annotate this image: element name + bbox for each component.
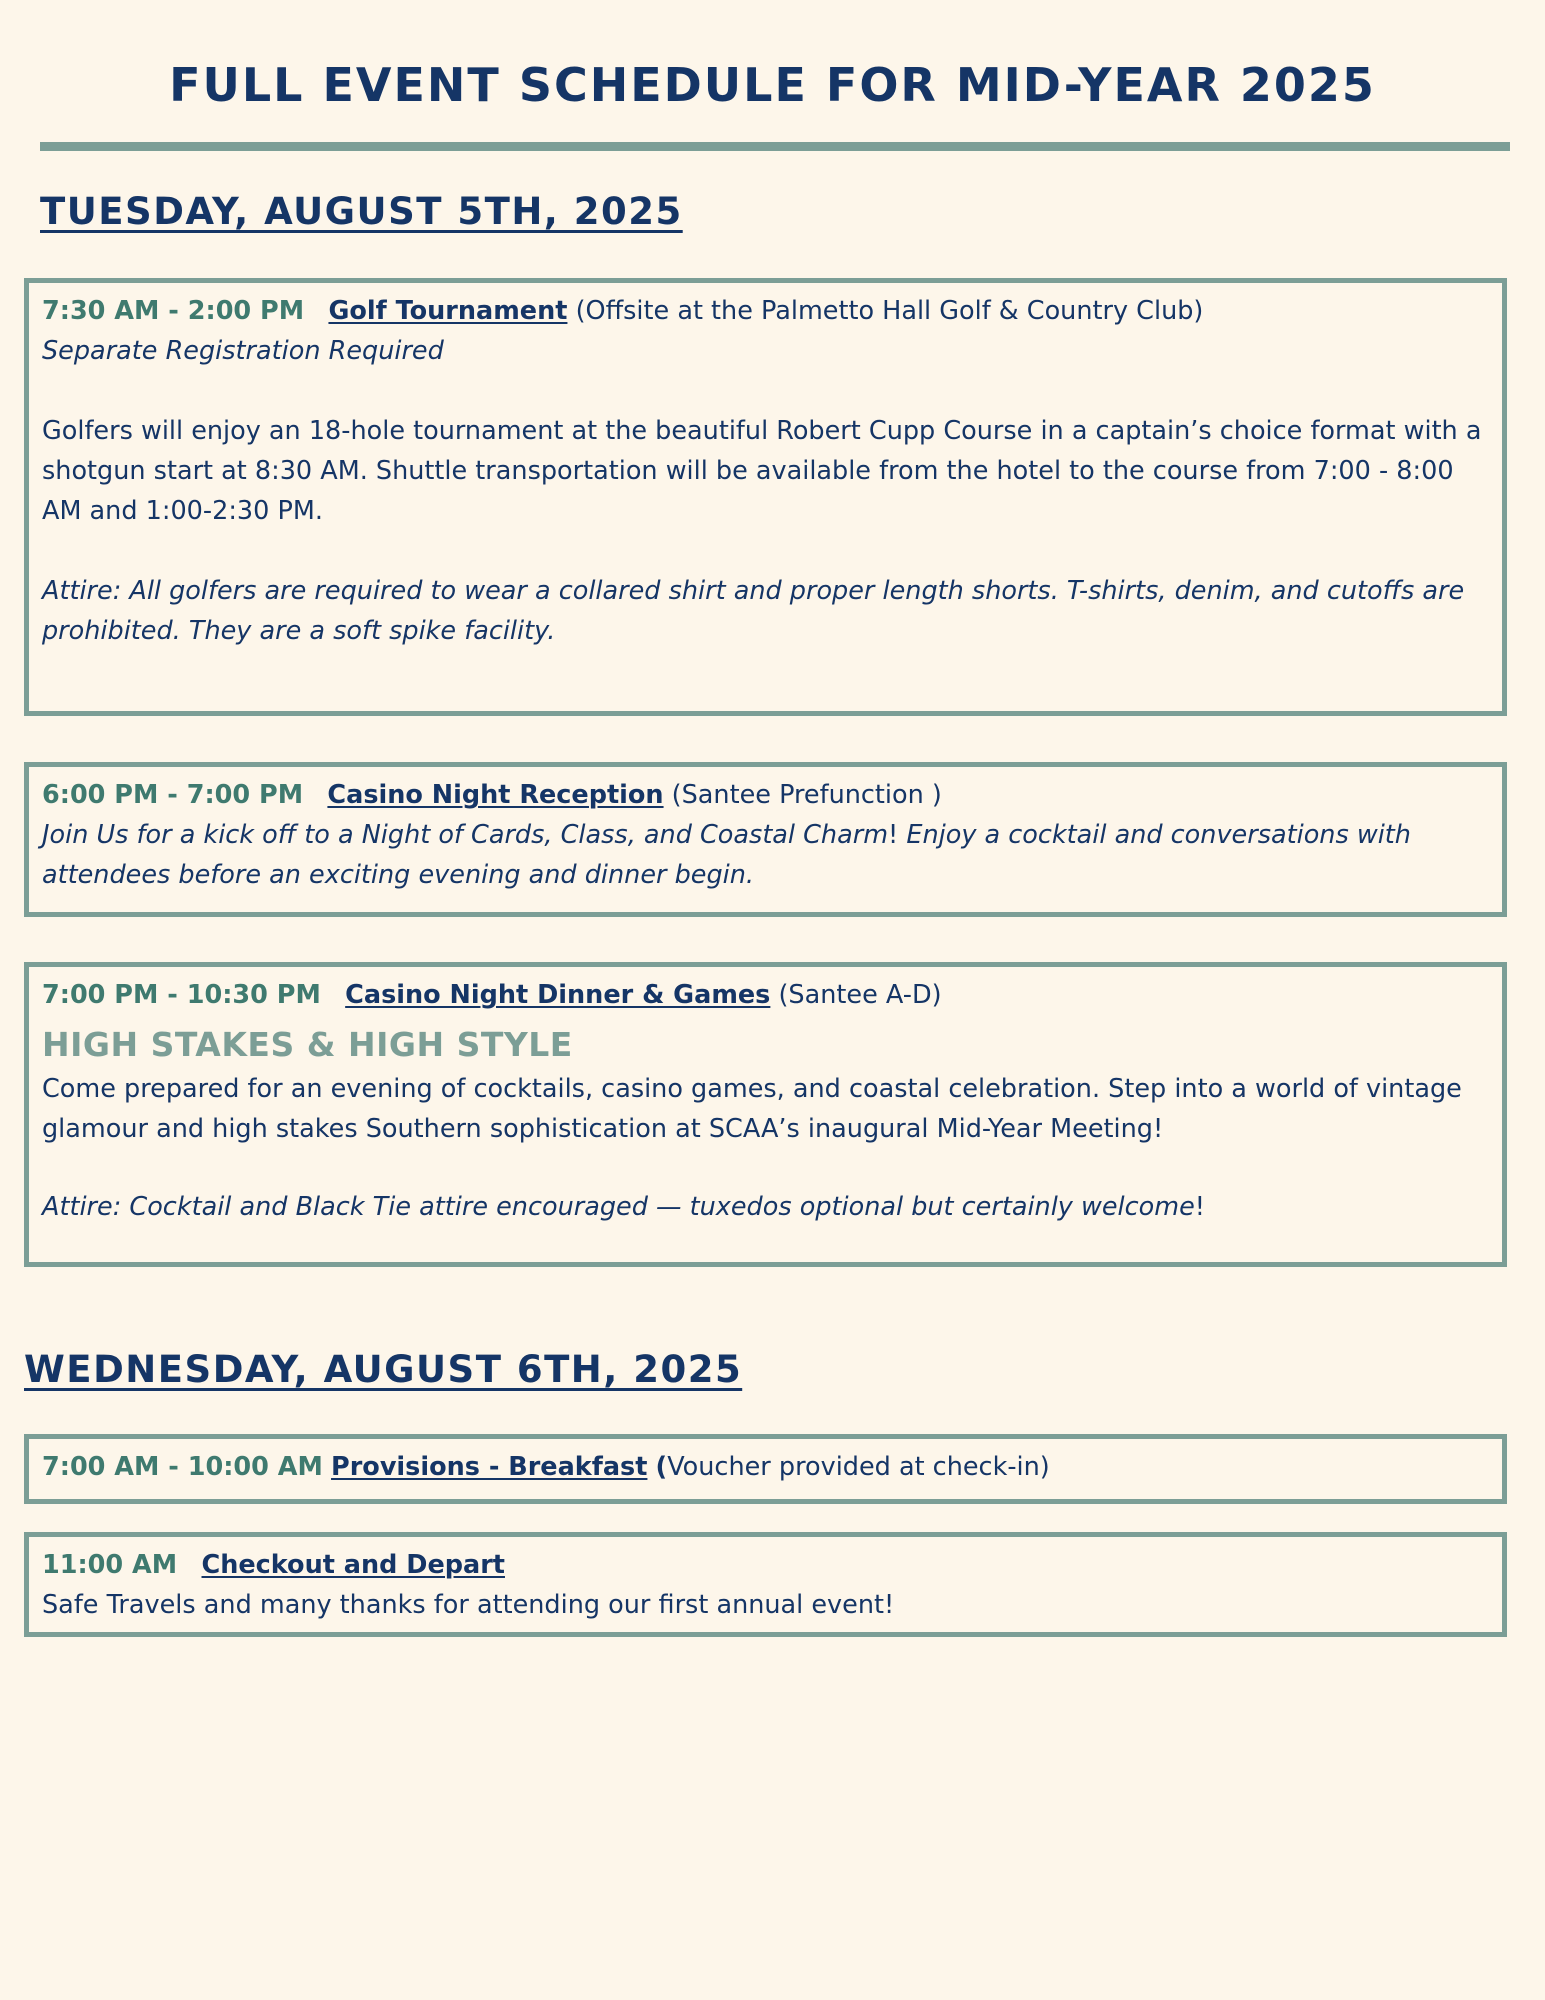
event-name: Casino Night Reception	[327, 780, 664, 810]
event-golf-tournament	[24, 278, 1507, 716]
event-time: 7:30 AM - 2:00 PM	[42, 296, 305, 326]
event-location-open: (	[655, 1452, 668, 1482]
title-divider	[40, 142, 1510, 151]
event-subheading: HIGH STAKES & HIGH STYLE	[42, 1025, 573, 1064]
event-name: Checkout and Depart	[201, 1550, 505, 1580]
event-description: Safe Travels and many thanks for attending our first annual event!	[42, 1590, 895, 1620]
event-location: (Santee Prefunction )	[671, 780, 942, 810]
event-breakfast	[24, 1434, 1507, 1504]
page-title: FULL EVENT SCHEDULE FOR MID-YEAR 2025	[169, 58, 1376, 112]
event-attire: Attire: All golfers are required to wear a collared shirt and proper length shorts. T-shirts, denim, and cutoffs are prohibited. They are a soft spike facility.	[42, 576, 1465, 646]
event-location: (Offsite at the Palmetto Hall Golf & Country Club)	[575, 296, 1204, 326]
event-time: 11:00 AM	[42, 1550, 178, 1580]
event-description: Join Us for a kick off to a Night of Cards, Class, and Coastal Charm	[42, 820, 889, 850]
event-description: Come prepared for an evening of cocktails, casino games, and coastal celebration. Step into a world of vintage glamour and high stakes Southern sophistication at SCAA’s inaugural Mid-Year Meeting!	[42, 1074, 1462, 1144]
event-time: 7:00 AM - 10:00 AM	[42, 1452, 323, 1482]
event-name: Casino Night Dinner & Games	[345, 980, 771, 1010]
event-time: 6:00 PM - 7:00 PM	[42, 780, 304, 810]
event-description-2: Enjoy a cocktail and conversations with attendees before an exciting evening and dinner begin.	[42, 820, 1411, 890]
event-casino-reception	[24, 762, 1507, 917]
event-checkout	[24, 1532, 1507, 1637]
event-name: Provisions - Breakfast	[331, 1452, 648, 1482]
event-name: Golf Tournament	[328, 296, 568, 326]
event-casino-dinner	[24, 962, 1507, 1267]
event-attire-end: !	[1194, 1192, 1206, 1222]
event-location: (Santee A-D)	[778, 980, 942, 1010]
event-location: Voucher provided at check-in)	[667, 1452, 1050, 1482]
event-description-end: !	[888, 820, 899, 850]
event-description: Golfers will enjoy an 18-hole tournament at the beautiful Robert Cupp Course in a captain’s choice format with a shotgun start at 8:30 AM. Shuttle transportation will be available from the hotel to the course from 7:00 - 8:00 AM and 1:00-2:30 PM.	[42, 416, 1482, 526]
day-heading-tuesday: TUESDAY, AUGUST 5TH, 2025	[40, 190, 683, 233]
event-attire: Attire: Cocktail and Black Tie attire encouraged — tuxedos optional but certainly welcome	[42, 1192, 1195, 1222]
event-time: 7:00 PM - 10:30 PM	[42, 980, 321, 1010]
day-heading-wednesday: WEDNESDAY, AUGUST 6TH, 2025	[24, 1348, 743, 1391]
event-note: Separate Registration Required	[42, 336, 444, 366]
